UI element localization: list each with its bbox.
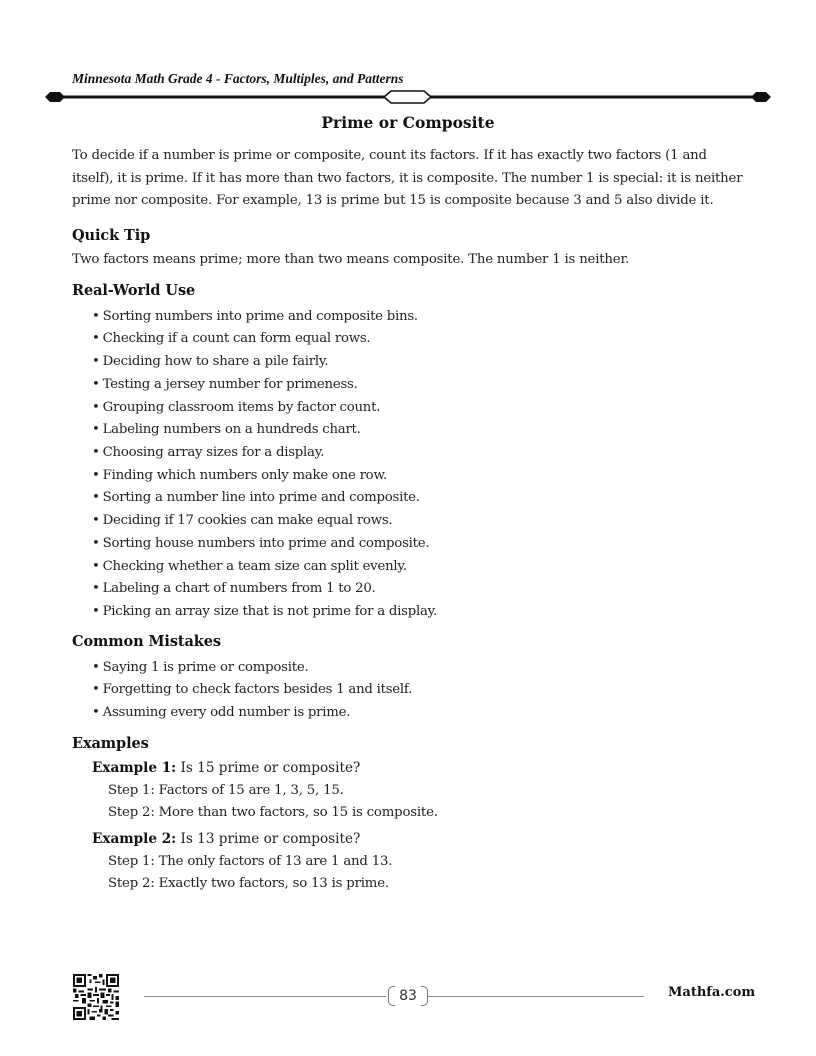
list-item: • Checking whether a team size can split evenly. <box>92 558 407 574</box>
step-line: Step 2: Exactly two factors, so 13 is prime. <box>108 875 389 891</box>
example-1 <box>72 760 752 824</box>
page-number: 83 <box>399 988 417 1004</box>
list-item: • Sorting house numbers into prime and composite. <box>92 535 430 551</box>
page-content <box>72 145 752 895</box>
step-line: Step 1: The only factors of 13 are 1 and 13. <box>108 853 393 869</box>
step-line: Step 2: More than two factors, so 15 is composite. <box>108 804 438 820</box>
example-question: Is 15 prime or composite? <box>180 759 361 776</box>
qr-code-icon <box>73 974 119 1020</box>
left-bracket-icon <box>388 986 395 1006</box>
example-1-question <box>92 760 752 776</box>
quick-tip-heading: Quick Tip <box>72 226 151 244</box>
list-item: • Labeling a chart of numbers from 1 to 20. <box>92 581 376 597</box>
example-1-steps <box>92 780 752 824</box>
list-item: • Sorting numbers into prime and composite bins. <box>92 308 418 324</box>
site-name: Mathfa.com <box>668 985 756 1000</box>
list-item: • Checking if a count can form equal rows. <box>92 331 371 347</box>
footer-rule-left <box>144 996 386 997</box>
list-item: • Saying 1 is prime or composite. <box>92 659 309 675</box>
list-item: • Sorting a number line into prime and composite. <box>92 490 420 506</box>
quick-tip-text: Two factors means prime; more than two means composite. The number 1 is neither. <box>72 251 630 267</box>
intro-paragraph: To decide if a number is prime or composite, count its factors. If it has exactly two factors (1 and itself), it is prime. If it has more than two factors, it is composite. The number 1 is special: it is neither prime nor composite. For example, 13 is prime but 15 is composite because 3 and 5 also divide it. <box>72 148 743 209</box>
example-2-steps <box>92 851 752 895</box>
common-mistakes-heading: Common Mistakes <box>72 632 221 650</box>
real-world-heading: Real-World Use <box>72 281 196 299</box>
example-2-question <box>92 831 752 847</box>
example-2 <box>72 831 752 895</box>
list-item: • Testing a jersey number for primeness. <box>92 376 358 392</box>
real-world-list <box>72 306 752 624</box>
example-question: Is 13 prime or composite? <box>180 830 361 847</box>
list-item: • Labeling numbers on a hundreds chart. <box>92 422 361 438</box>
example-label: Example 1: <box>92 759 177 776</box>
list-item: • Picking an array size that is not prime for a display. <box>92 603 438 619</box>
footer-rule-right <box>428 996 644 997</box>
step-line: Step 1: Factors of 15 are 1, 3, 5, 15. <box>108 782 344 798</box>
page-number-box <box>388 985 428 1007</box>
example-label: Example 2: <box>92 830 177 847</box>
right-bracket-icon <box>421 986 428 1006</box>
page-title: Prime or Composite <box>321 113 495 132</box>
header-ornament-rule <box>44 88 772 106</box>
list-item: • Deciding if 17 cookies can make equal rows. <box>92 513 393 529</box>
list-item: • Deciding how to share a pile fairly. <box>92 354 329 370</box>
list-item: • Choosing array sizes for a display. <box>92 445 325 460</box>
common-mistakes-list <box>72 657 752 725</box>
list-item: • Finding which numbers only make one row. <box>92 467 387 483</box>
examples-heading: Examples <box>72 734 149 752</box>
list-item: • Assuming every odd number is prime. <box>92 705 351 721</box>
header-title: Minnesota Math Grade 4 - Factors, Multiples, and Patterns <box>72 71 404 86</box>
list-item: • Forgetting to check factors besides 1 and itself. <box>92 682 413 698</box>
list-item: • Grouping classroom items by factor count. <box>92 399 381 415</box>
